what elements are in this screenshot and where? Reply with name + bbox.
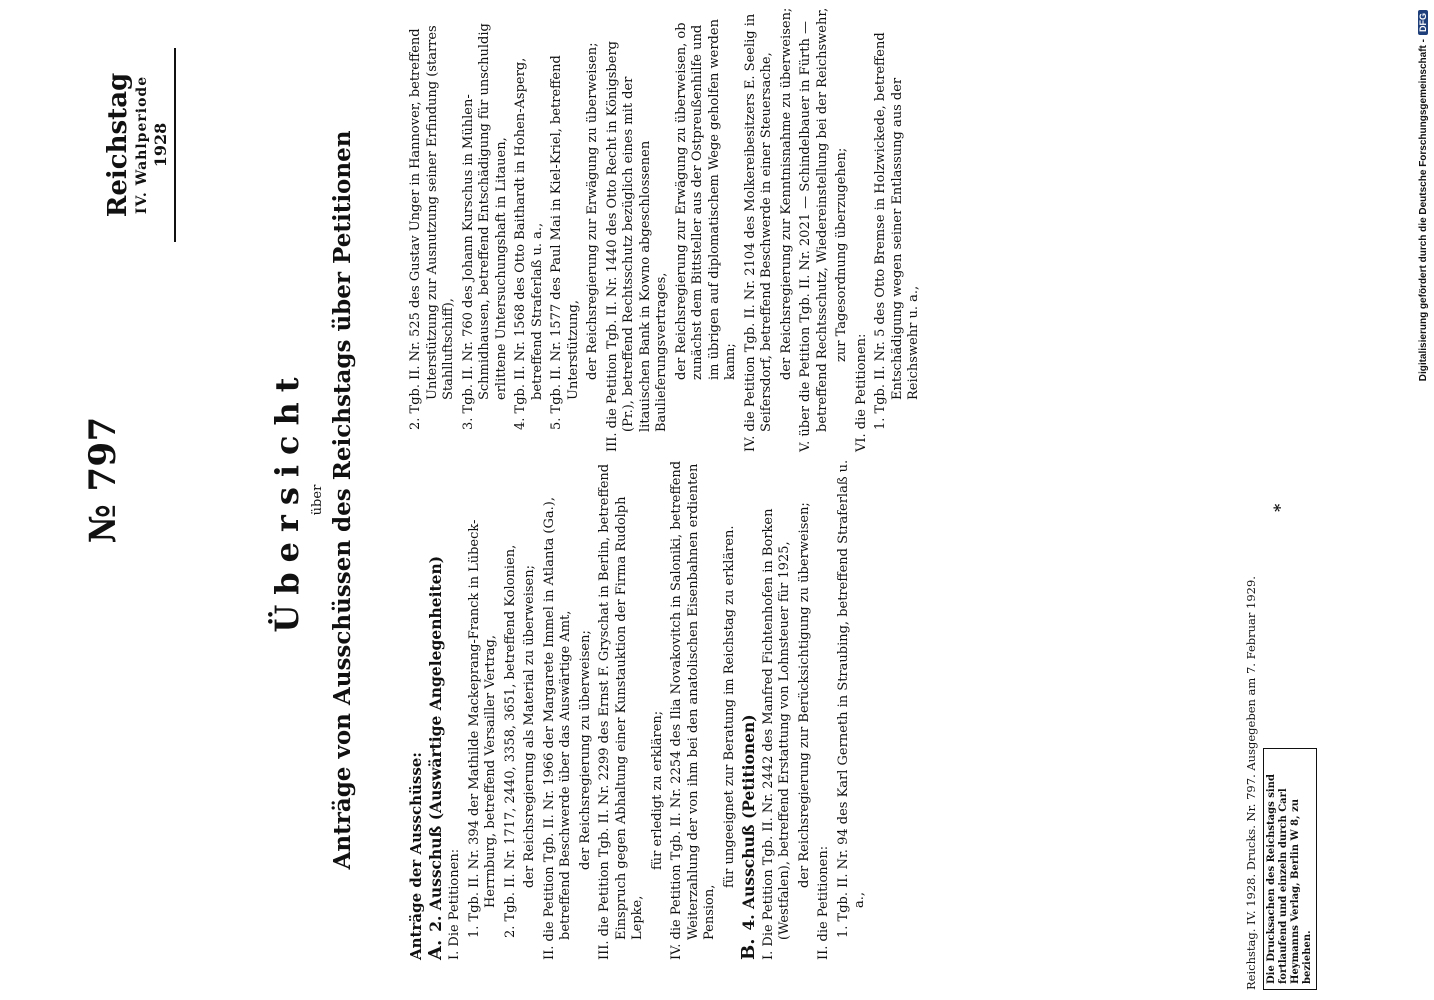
document-number: № 797 bbox=[82, 416, 124, 544]
header-block bbox=[103, 40, 176, 250]
resolution-text: der Reichsregierung zur Erwägung zu überweisen, ob zunächst dem Bittsteller aus der Ostpreußenhilfe und im übrigen auf diplomatischem Wege geholfen werden kann; bbox=[673, 19, 738, 380]
title-block bbox=[268, 40, 356, 960]
resolution-text: der Reichsregierung zur Kenntnisnahme zu überweisen; bbox=[778, 7, 794, 380]
petition-text: 2. Tgb. II. Nr. 1717, 2440, 3358, 3651, betreffend Kolonien, bbox=[502, 544, 518, 938]
section-b-heading bbox=[738, 455, 759, 960]
header-rule bbox=[174, 48, 176, 242]
resolution-text: der Reichsregierung zur Erwägung zu überweisen; bbox=[585, 42, 600, 380]
section-b-letter: B. bbox=[738, 938, 759, 960]
year-label: 1928 bbox=[150, 122, 170, 168]
section-a-title: 2. Ausschuß (Auswärtige Angelegenheiten) bbox=[425, 555, 445, 932]
title-connector: über bbox=[310, 484, 325, 516]
petition-text: VI. die Petitionen: bbox=[853, 333, 869, 452]
section-heading: Anträge der Ausschüsse: bbox=[407, 752, 425, 960]
page-subtitle: Anträge von Ausschüssen des Reichstags über Petitionen bbox=[329, 130, 356, 870]
petition-text: 5. Tgb. II. Nr. 1577 des Paul Mai in Kiel-Kriel, betreffend Unterstützung, bbox=[549, 55, 581, 430]
petition-text: I. Die Petition Tgb. II. Nr. 2442 des Manfred Fichtenhofen in Borken (Westfalen), betreffend Erstattung von Lohnsteuer für 1925, bbox=[760, 508, 792, 960]
petition-text: IV. die Petition Tgb. II. Nr. 2254 des Ilia Novakovitch in Saloniki, betreffend Weiterzahlung der von ihm bei den anatolischen Eisenbahnen erdienten Pension, bbox=[669, 460, 717, 960]
asterisk-mark: * bbox=[1270, 503, 1289, 512]
petition-text: 1. Tgb. II. Nr. 394 der Mathilde Mackeprang-Franck in Lübeck-Herrnburg, betreffend Versailler Vertrag, bbox=[466, 519, 498, 938]
right-column bbox=[408, 7, 926, 452]
resolution-text: für ungeeignet zur Beratung im Reichstag zu erklären. bbox=[721, 525, 737, 888]
petition-text: 4. Tgb. II. Nr. 1568 des Otto Baithardt in Hohen-Asperg, betreffend Straferlaß u. a., bbox=[513, 57, 545, 430]
petition-text: IV. die Petition Tgb. II. Nr. 2104 des Molkereibesitzers E. Seelig in Seifersdorf, betreffend Beschwerde in einer Steuersache, bbox=[742, 13, 774, 452]
dfg-logo: DFG bbox=[1418, 10, 1428, 35]
petition-text: 1. Tgb. II. Nr. 5 des Otto Bremse in Holzwickede, betreffend Entschädigung wegen seiner Entlassung aus der Reichswehr u. a., bbox=[873, 32, 921, 430]
petition-text: 2. Tgb. II. Nr. 525 des Gustav Unger in Hannover, betreffend Unterstützung zur Ausnutzung seiner Erfindung (starres Stahlluftschiff), bbox=[408, 25, 456, 430]
section-a-letter: A. bbox=[424, 939, 446, 960]
petition-text: II. die Petitionen: bbox=[816, 845, 831, 960]
institution-name: Reichstag bbox=[103, 72, 133, 218]
petition-text: 3. Tgb. II. Nr. 760 des Johann Kurschus in Mühlen-Schmidhausen, betreffend Entschädigung für unschuldig erlittene Untersuchungshaft in Litauen, bbox=[460, 23, 509, 430]
period-label: IV. Wahlperiode bbox=[134, 75, 151, 215]
page-title: Übersicht bbox=[268, 367, 306, 633]
petition-text: III. die Petition Tgb. II. Nr. 1440 des Otto Recht in Königsberg (Pr.), betreffend Rechtsschutz bezüglich eines mit der litauischen Bank in Kowno abgeschlossenen Baulieferungsvertrages, bbox=[604, 41, 669, 452]
credit-text: Digitalisierung gefördert durch die Deutsche Forschungsgemeinschaft - bbox=[1418, 39, 1429, 382]
resolution-text: der Reichsregierung zu überweisen; bbox=[577, 630, 593, 870]
distribution-notice: Die Drucksachen des Reichstags sind fortlaufend und einzeln durch Carl Heymanns Verlag, Berlin W 8, zu beziehen. bbox=[1263, 748, 1317, 990]
digitization-credit bbox=[1418, 10, 1429, 670]
petition-text: III. die Petition Tgb. II. Nr. 2299 des Ernst F. Gryschat in Berlin, betreffend Einspruch gegen Abhaltung einer Kunstauktion der Firma Rudolph Lepke, bbox=[597, 463, 645, 960]
resolution-text: der Reichsregierung als Material zu überweisen; bbox=[522, 565, 537, 888]
section-b-title: 4. Ausschuß (Petitionen) bbox=[739, 714, 758, 931]
petition-text: I. Die Petitionen: bbox=[447, 848, 462, 960]
resolution-text: für erledigt zu erklären; bbox=[649, 710, 665, 870]
imprint-line: Reichstag. IV. 1928. Drucks. Nr. 797. Ausgegeben am 7. Februar 1929. bbox=[1244, 576, 1258, 990]
petition-text: II. die Petition Tgb. II. Nr. 1966 der Margarete Immel in Atlanta (Ga.), betreffend Beschwerde über das Auswärtige Amt, bbox=[541, 497, 573, 960]
left-column bbox=[408, 455, 872, 960]
petition-text: 1. Tgb. II. Nr. 94 des Karl Gerneth in Straubing, betreffend Straferlaß u. a., bbox=[835, 459, 867, 938]
section-a-heading bbox=[424, 455, 446, 960]
resolution-text: der Reichsregierung zur Berücksichtigung zu überweisen; bbox=[796, 502, 812, 888]
petition-text: V. über die Petition Tgb. II. Nr. 2021 — Schindelbauer in Fürth — betreffend Rechtsschutz, Wiedereinstellung bei der Reichswehr, bbox=[798, 7, 830, 452]
resolution-text: zur Tagesordnung überzugehen; bbox=[834, 147, 849, 362]
